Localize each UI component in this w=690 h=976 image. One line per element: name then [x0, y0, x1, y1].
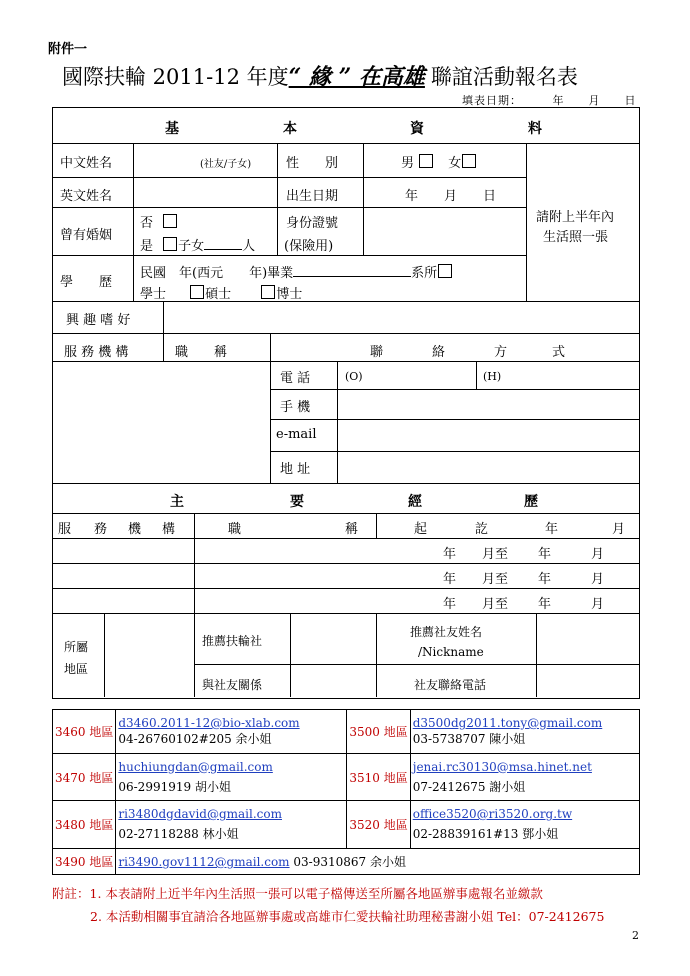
basic-heading-2: 本 [283, 121, 297, 137]
children-count-field[interactable] [204, 238, 242, 250]
exp-period-col-1: 起 [414, 522, 428, 537]
marriage-no-label: 否 [140, 216, 154, 231]
exp-period-col-3: 年 [545, 522, 559, 537]
gender-options [401, 152, 477, 171]
exp-row1-month-to: 月至 [482, 547, 509, 562]
contact-email-link[interactable]: office3520@ri3520.org.tw [412, 807, 573, 821]
experience-heading-4: 歷 [524, 494, 538, 510]
email-label: e-mail [276, 427, 317, 442]
contact-email-link[interactable]: jenai.rc30130@msa.hinet.net [412, 759, 592, 774]
exp-row3-period [443, 593, 604, 612]
photo-note-line2: 生活照一張 [543, 230, 609, 245]
contact-row [53, 710, 640, 754]
job-title-label: 職 稱 [175, 345, 228, 360]
exp-row1-month: 月 [591, 547, 605, 562]
bachelor-label: 學士 [140, 287, 167, 302]
exp-org-col-4: 構 [162, 522, 176, 537]
chinese-name-hint: (社友/子女) [200, 159, 252, 170]
male-label: 男 [401, 156, 415, 171]
department-field[interactable] [293, 265, 411, 277]
referral-club-label: 推薦扶輪社 [202, 634, 263, 648]
contact-email-link[interactable]: huchiungdan@gmail.com [118, 759, 273, 774]
fill-date: 填表日期： 年 月 日 [462, 94, 637, 107]
english-name-label: 英文姓名 [60, 189, 113, 204]
master-checkbox[interactable] [190, 285, 204, 299]
contact-phone: 03-5738707 陳小姐 [412, 732, 526, 746]
hobby-label: 興 趣 嗜 好 [66, 313, 131, 328]
note-2: 2. 本活動相關事宜請洽各地區辦事處或高雄市仁愛扶輪社助理秘書謝小姐 Tel：07-2412675 [90, 909, 605, 924]
title-suffix: 聯誼活動報名表 [430, 65, 578, 89]
contact-phone: 07-2412675 謝小姐 [412, 779, 526, 794]
exp-title-col-a: 職 [228, 522, 242, 537]
contact-heading-1: 聯 [370, 345, 384, 360]
exp-period-col-4: 月 [612, 522, 626, 537]
photo-note-line1: 請附上半年內 [536, 210, 615, 225]
contact-phone: 06-2991919 胡小姐 [118, 779, 231, 794]
exp-row1-year-to: 年 [538, 547, 552, 562]
contact-phone: 04-26760102#205 余小姐 [118, 732, 272, 746]
district-label-2: 地區 [64, 662, 89, 676]
title-prefix: 國際扶輪 2011-12 年度 [62, 65, 289, 89]
exp-row3-month: 月 [591, 597, 605, 612]
birth-date-value[interactable]: 年 月 日 [405, 189, 497, 204]
birth-date-label: 出生日期 [286, 189, 339, 204]
female-label: 女 [448, 156, 462, 171]
exp-org-col-2: 務 [94, 522, 108, 537]
org-label: 服 務 機 構 [64, 345, 129, 360]
marriage-yes-option [140, 235, 255, 254]
exp-period-col-2: 訖 [475, 522, 489, 537]
experience-heading-2: 要 [290, 494, 304, 510]
phone-label: 電 話 [280, 371, 311, 386]
contact-area: 3510 地區 [347, 754, 410, 801]
exp-title-col-b: 稱 [345, 522, 359, 537]
note-1: 1. 本表請附上近半年內生活照一張可以電子檔傳送至所屬各地區辦事處報名並繳款 [89, 886, 543, 901]
exp-row2-period [443, 568, 604, 587]
contact-area: 3520 地區 [347, 801, 410, 849]
department-label: 系所 [411, 266, 438, 281]
chinese-name-label: 中文姓名 [60, 156, 113, 171]
id-label-line2: (保險用) [284, 239, 334, 254]
attachment-label: 附件一 [48, 42, 88, 57]
education-label: 學 歷 [60, 275, 113, 290]
phone-office-label: (O) [345, 370, 363, 383]
member-phone-label: 社友聯絡電話 [414, 678, 487, 692]
english-name-field[interactable] [134, 178, 276, 206]
contact-heading-4: 式 [552, 345, 566, 360]
contact-cell [116, 754, 347, 801]
contact-row [53, 754, 640, 801]
contact-cell [116, 710, 347, 754]
contact-area: 3500 地區 [347, 710, 410, 754]
contact-cell [410, 710, 639, 754]
contact-heading-3: 方 [494, 345, 508, 360]
marriage-label: 曾有婚姻 [60, 228, 113, 243]
notes-line1 [52, 884, 543, 902]
marriage-yes-checkbox[interactable] [163, 237, 177, 251]
children-unit: 人 [242, 239, 256, 254]
hobby-field[interactable] [164, 302, 638, 332]
children-label: 子女 [178, 239, 205, 254]
contact-area: 3460 地區 [53, 710, 116, 754]
page-title [62, 60, 578, 91]
id-number-field[interactable] [364, 208, 525, 254]
basic-heading-4: 料 [528, 121, 542, 137]
contact-cell [410, 754, 639, 801]
notes-label: 附註： [52, 886, 90, 901]
marriage-no-checkbox[interactable] [163, 214, 177, 228]
contact-email-link[interactable]: ri3480dgdavid@gmail.com [118, 807, 282, 821]
exp-row1-year-from: 年 [443, 547, 457, 562]
title-quote: “ 緣 ” 在高雄 [288, 64, 425, 90]
contact-area: 3470 地區 [53, 754, 116, 801]
experience-heading-3: 經 [408, 494, 422, 510]
exp-org-col-3: 機 [128, 522, 142, 537]
basic-heading-1: 基 [165, 121, 179, 137]
phd-checkbox[interactable] [261, 285, 275, 299]
contact-phone: 02-27118288 林小姐 [118, 827, 239, 841]
exp-row2-month: 月 [591, 572, 605, 587]
graduation-year-text: 民國 年(西元 年)畢業 [140, 266, 294, 281]
contact-area: 3480 地區 [53, 801, 116, 849]
page-number: 2 [632, 929, 639, 942]
master-label: 碩士 [205, 287, 232, 302]
exp-row3-year-to: 年 [538, 597, 552, 612]
contact-phone: 03-9310867 余小姐 [293, 855, 406, 869]
contact-email-link[interactable]: d3460.2011-12@bio-xlab.com [118, 716, 300, 730]
address-label: 地 址 [280, 462, 311, 477]
mobile-label: 手 機 [280, 400, 311, 415]
district-contacts-table [52, 709, 640, 875]
contact-email-link[interactable]: d3500dg2011.tony@gmail.com [412, 716, 603, 730]
relation-label: 與社友關係 [202, 678, 263, 692]
female-checkbox[interactable] [462, 154, 476, 168]
gender-label: 性 別 [286, 156, 339, 171]
exp-row2-month-to: 月至 [482, 572, 509, 587]
exp-row3-month-to: 月至 [482, 597, 509, 612]
exp-row3-year-from: 年 [443, 597, 457, 612]
member-name-label-1: 推薦社友姓名 [410, 625, 483, 639]
phd-label: 博士 [276, 287, 303, 302]
district-label-1: 所屬 [64, 640, 89, 654]
male-checkbox[interactable] [419, 154, 433, 168]
phone-home-label: (H) [483, 370, 502, 383]
experience-heading-1: 主 [170, 494, 184, 510]
education-line2 [140, 283, 302, 302]
contact-phone: 02-28839161#13 鄧小姐 [412, 827, 559, 841]
contact-area: 3490 地區 [53, 849, 116, 875]
marriage-yes-label: 是 [140, 239, 154, 254]
contact-heading-2: 絡 [432, 345, 446, 360]
education-line1 [140, 262, 453, 281]
exp-row2-year-to: 年 [538, 572, 552, 587]
marriage-no-option [140, 212, 178, 231]
exp-row2-year-from: 年 [443, 572, 457, 587]
chinese-name-field[interactable] [134, 144, 276, 176]
contact-row [53, 801, 640, 849]
contact-row [53, 849, 640, 875]
member-name-label-2: /Nickname [418, 645, 484, 659]
basic-heading-3: 資 [410, 121, 424, 137]
contact-cell [410, 801, 639, 849]
exp-row1-period [443, 543, 604, 562]
contact-cell [116, 849, 640, 875]
id-label-line1: 身份證號 [286, 216, 339, 231]
contact-email-link[interactable]: ri3490.gov1112@gmail.com [118, 855, 290, 869]
department-checkbox[interactable] [438, 264, 452, 278]
exp-org-col-1: 服 [58, 522, 72, 537]
contact-cell [116, 801, 347, 849]
